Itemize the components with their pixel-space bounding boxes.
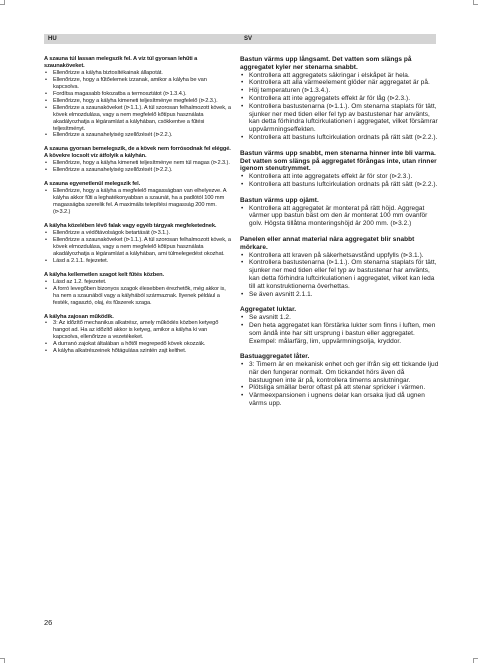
section-heading: A kályha kellemetlen szagot kelt fűtés közben.: [44, 271, 165, 278]
list-item: • 3: Timern är en mekanisk enhet och ger ifrån sig ett tickande ljud när den fungerar normalt. Om tickandet hörs även då bastuugnen inte är på, kontrollera timerns anslutningar.: [240, 361, 440, 384]
list-item: • Kontrollera bastustenarna (⊳1.1.). Om stenarna staplats för tätt, sjunker ner med tiden eller fel typ av bastustenar har använts, kan detta förhindra luftcirkulationen i aggregatet, vilket försämrar uppvärmningseffekten.: [240, 103, 440, 134]
crop-mark: [473, 0, 478, 5]
list-item: • Kontrollera att bastuns luftcirkulation ordnats på rätt sätt (⊳2.2.).: [240, 181, 440, 189]
troubleshooting-section: [44, 272, 232, 307]
troubleshooting-section: [44, 56, 232, 139]
list-item: • Ellenőrizze a védőtávolságok betartását (⊳3.1.).: [44, 230, 232, 237]
bullet-list: [44, 188, 232, 216]
list-item: • Kontrollera att kraven på säkerhetsavstånd uppfylls (⊳3.1.).: [240, 252, 440, 260]
list-item: • Kontrollera att aggregatets säkringar i elskåpet är hela.: [240, 72, 440, 80]
list-item: • Ellenőrizze, hogy a kályha a megfelelő magasságban van elhelyezve. A kályha akkor fűti a leghatékonyabban a szaunát, ha a padlótól 100 mm magasságba szerelik fel. A maximális telepítési magasság 200 mm. (⊳3.2.): [44, 188, 232, 216]
list-item: • Kontrollera att inte aggregatets effekt är för stor (⊳2.3.).: [240, 173, 440, 181]
troubleshooting-section: [240, 56, 440, 142]
bullet-list: [240, 252, 440, 299]
crop-mark: [473, 658, 478, 663]
crop-mark: [0, 0, 5, 5]
crop-mark: [0, 658, 5, 663]
language-code-sv: SV: [244, 36, 253, 42]
list-item: • Kontrollera att aggregatet är monterat på rätt höjd. Aggregat värmer upp bastun bäst om den är monterat 100 mm ovanför golv. Högsta tillåtna monteringshöjd är 200 mm. (⊳3.2.): [240, 205, 440, 228]
bullet-list: [240, 205, 440, 228]
bullet-list: [44, 320, 232, 355]
section-heading: Bastuaggregatet låter.: [240, 353, 310, 361]
list-item: • A forró levegőben bizonyos szagok élesebben érezhetők, még akkor is, ha nem a szaunából vagy a kályhából származnak. Ilyenek például a festék, ragasztó, olaj, és fűszerek szaga.: [44, 286, 232, 307]
page-number: 26: [44, 618, 53, 627]
list-item: • Ellenőrizze a szaunahelyiség szellőzését (⊳2.2.).: [44, 132, 232, 139]
list-item: • Plötsliga smällar beror oftast på att stenar spricker i värmen.: [240, 384, 440, 392]
bullet-list: [44, 70, 232, 140]
troubleshooting-section: [44, 314, 232, 356]
list-item: • Fordítsa magasabb fokozatba a termosztátot (⊳1.3.4.).: [44, 91, 232, 98]
bullet-list: [44, 160, 232, 174]
troubleshooting-section: [240, 236, 440, 298]
language-tab-hu: [44, 34, 240, 44]
troubleshooting-section: [240, 353, 440, 408]
list-item: • Ellenőrizze, hogy a kályha kimeneti teljesítménye megfelelő (⊳2.3.).: [44, 98, 232, 105]
list-item: • Värmeexpansionen i ugnens delar kan orsaka ljud då ugnen värms upp.: [240, 392, 440, 408]
language-code-hu: HU: [48, 36, 57, 42]
list-item: • Höj temperaturen (⊳1.3.4.).: [240, 87, 440, 95]
section-heading: Bastun värms upp snabbt, men stenarna hinner inte bli varma. Det vatten som slängs på aggregatet förångas inte, utan rinner igenom stenutrymmet.: [240, 149, 437, 173]
list-item: • Ellenőrizze a szaunahelyiség szellőzését (⊳2.2.).: [44, 167, 232, 174]
troubleshooting-section: [44, 181, 232, 216]
list-item: • Ellenőrizze, hogy a fűtőelemek izzanak, amikor a kályha be van kapcsolva.: [44, 77, 232, 91]
list-item: • A kályha alkatrészeinek hőtágulása szintén zajt kelthet.: [44, 348, 232, 355]
bullet-list: [44, 230, 232, 265]
language-tab-sv: [240, 34, 436, 44]
troubleshooting-section: [240, 150, 440, 189]
list-item: • Kontrollera att inte aggregatets effekt är för låg (⊳2.3.).: [240, 95, 440, 103]
section-heading: Aggregatet luktar.: [240, 306, 297, 314]
list-item: • Ellenőrizze, hogy a kályha kimeneti teljesítménye nem túl magas (⊳2.3.).: [44, 160, 232, 167]
list-item: • Kontrollera att alla värmeelement glöder när aggregatet är på.: [240, 79, 440, 87]
list-item: • Se avsnitt 1.2.: [240, 314, 440, 322]
troubleshooting-section: [240, 306, 440, 345]
section-heading: A kályha közelében lévő falak vagy egyéb tárgyak megfeketednek.: [44, 223, 217, 230]
bullet-list: [240, 361, 440, 408]
list-item: • Lásd a 2.1.1. fejezetet.: [44, 258, 232, 265]
swedish-column: [240, 56, 440, 416]
section-heading: A kályha zajosan működik.: [44, 313, 114, 320]
list-item: • Lásd az 1.2. fejezetet.: [44, 279, 232, 286]
troubleshooting-section: [44, 146, 232, 174]
bullet-list: [44, 279, 232, 307]
bullet-list: [240, 173, 440, 189]
section-heading: Panelen eller annat material nära aggregatet blir snabbt mörkare.: [240, 235, 415, 251]
list-item: • Ellenőrizze a szaunaköveket (⊳1.1.). A túl szorosan felhalmozott kövek, a kövek elmozdulása, vagy a nem megfelelő kőtípus használata akadályozhatja a légáramlást a kályhában, csökkentve a fűtési teljesítményt.: [44, 105, 232, 133]
section-heading: Bastun värms upp ojämt.: [240, 196, 319, 204]
section-heading: A szauna egyenetlenül melegszik fel.: [44, 181, 141, 188]
list-item: • Ellenőrizze a szaunaköveket (⊳1.1.). A túl szorosan felhalmozott kövek, a kövek elmozdulása, vagy a nem megfelelő kőtípus használata akadályozhatja a légáramlást a kályhában, ami túlmelegedést okozhat.: [44, 237, 232, 258]
list-item: • Kontrollera bastustenarna (⊳1.1.). Om stenarna staplats för tätt, sjunker ner med tiden eller fel typ av bastustenar har använts, kan detta förhindra luftcirkulationen i aggregatet, vilket kan leda till att konstruktionerna överhettas.: [240, 259, 440, 290]
list-item: • 3: Az időzítő mechanikus alkatrész, amely működés közben ketyegő hangot ad. Ha az időzítő akkor is ketyeg, amikor a kályha ki van kapcsolva, ellenőrizze a vezetékeket.: [44, 320, 232, 341]
troubleshooting-section: [44, 223, 232, 265]
bullet-list: [240, 314, 440, 345]
list-item: • Ellenőrizze a kályha biztosítékainak állapotát.: [44, 70, 232, 77]
section-heading: A szauna gyorsan bemelegszik, de a kövek nem forrósodnak fel eléggé. A kövekre locsolt víz átfolyik a kályhán.: [44, 146, 231, 160]
list-item: • A durranó zajokat általában a hőtől megrepedő kövek okozzák.: [44, 341, 232, 348]
section-heading: Bastun värms upp långsamt. Det vatten som slängs på aggregatet kyler ner stenarna snabbt.: [240, 56, 412, 71]
troubleshooting-section: [240, 197, 440, 228]
section-heading: A szauna túl lassan melegszik fel. A víz túl gyorsan lehűti a szaunaköveket.: [44, 56, 198, 69]
hungarian-column: [44, 56, 232, 362]
bullet-list: [240, 72, 440, 142]
list-item: • Den heta aggregatet kan förstärka lukter som finns i luften, men som ändå inte har sitt ursprung i bastun eller aggregatet. Exempel: målarfärg, lim, uppvärmningsolja, kryddor.: [240, 322, 440, 345]
list-item: • Kontrollera att bastuns luftcirkulation ordnats på rätt sätt (⊳2.2.).: [240, 134, 440, 142]
list-item: • Se även avsnitt 2.1.1.: [240, 291, 440, 299]
